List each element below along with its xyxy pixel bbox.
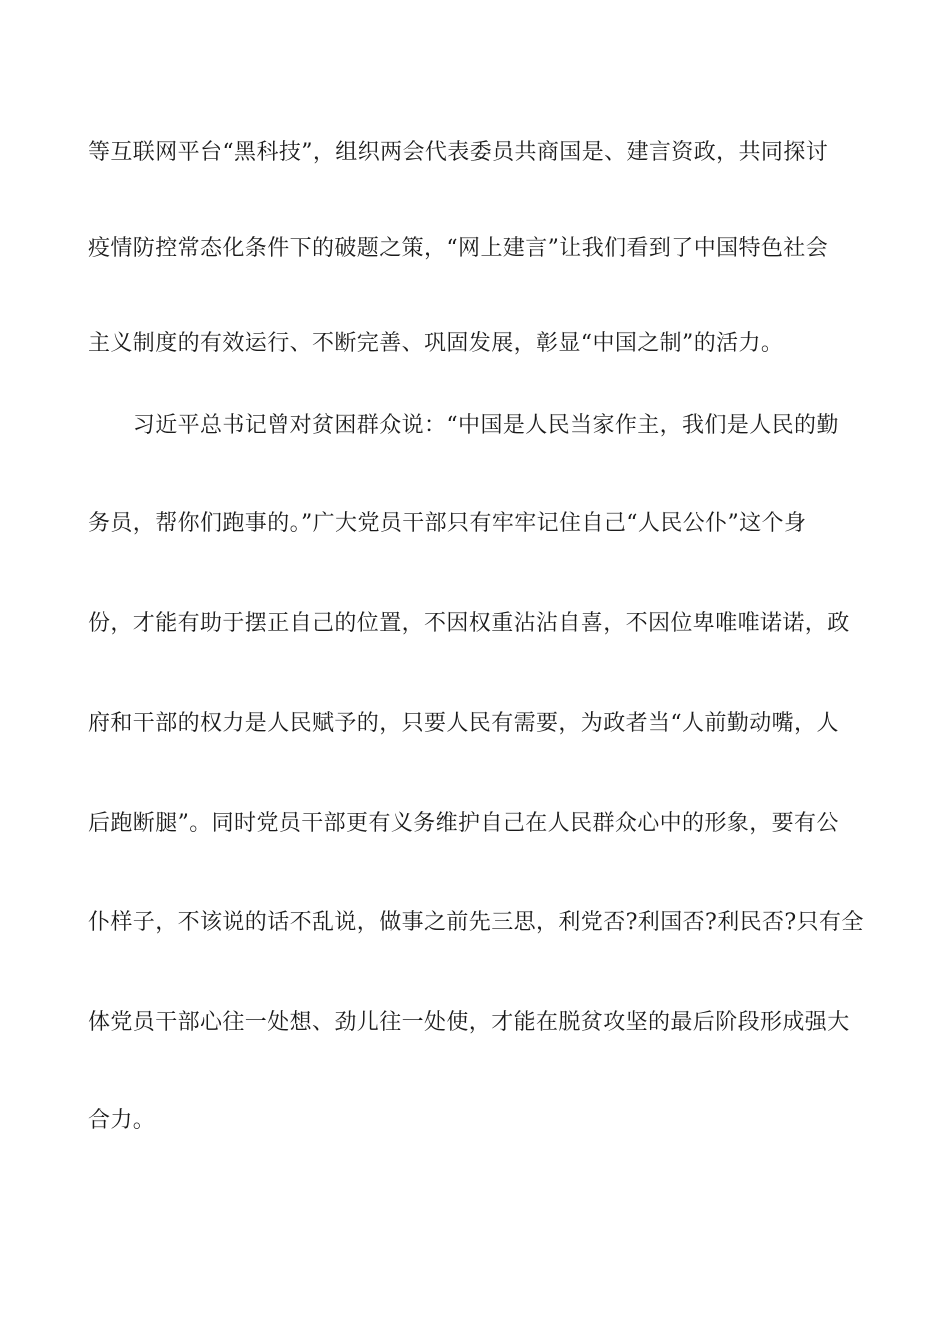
- text-line-3: 主义制度的有效运行、不断完善、巩固发展，彰显“中国之制”的活力。: [88, 331, 784, 356]
- text-line-7: 府和干部的权力是人民赋予的，只要人民有需要，为政者当“人前勤动嘴，人: [88, 711, 839, 736]
- text-line-10: 体党员干部心往一处想、劲儿往一处使，才能在脱贫攻坚的最后阶段形成强大: [88, 1010, 850, 1035]
- text-line-5: 务员，帮你们跑事的。”广大党员干部只有牢牢记住自己“人民公仆”这个身: [88, 511, 807, 536]
- text-line-1: 等互联网平台“黑科技”，组织两会代表委员共商国是、建言资政，共同探讨: [88, 140, 829, 165]
- text-line-9: 仆样子，不该说的话不乱说，做事之前先三思，利党否?利国否?利民否?只有全: [88, 910, 864, 935]
- text-line-4: 习近平总书记曾对贫困群众说：“中国是人民当家作主，我们是人民的勤: [88, 413, 839, 438]
- text-line-11: 合力。: [88, 1108, 156, 1133]
- text-line-2: 疫情防控常态化条件下的破题之策，“网上建言”让我们看到了中国特色社会: [88, 236, 829, 261]
- text-line-6: 份，才能有助于摆正自己的位置，不因权重沾沾自喜，不因位卑唯唯诺诺，政: [88, 611, 850, 636]
- text-line-8: 后跑断腿”。同时党员干部更有义务维护自己在人民群众心中的形象，要有公: [88, 811, 839, 836]
